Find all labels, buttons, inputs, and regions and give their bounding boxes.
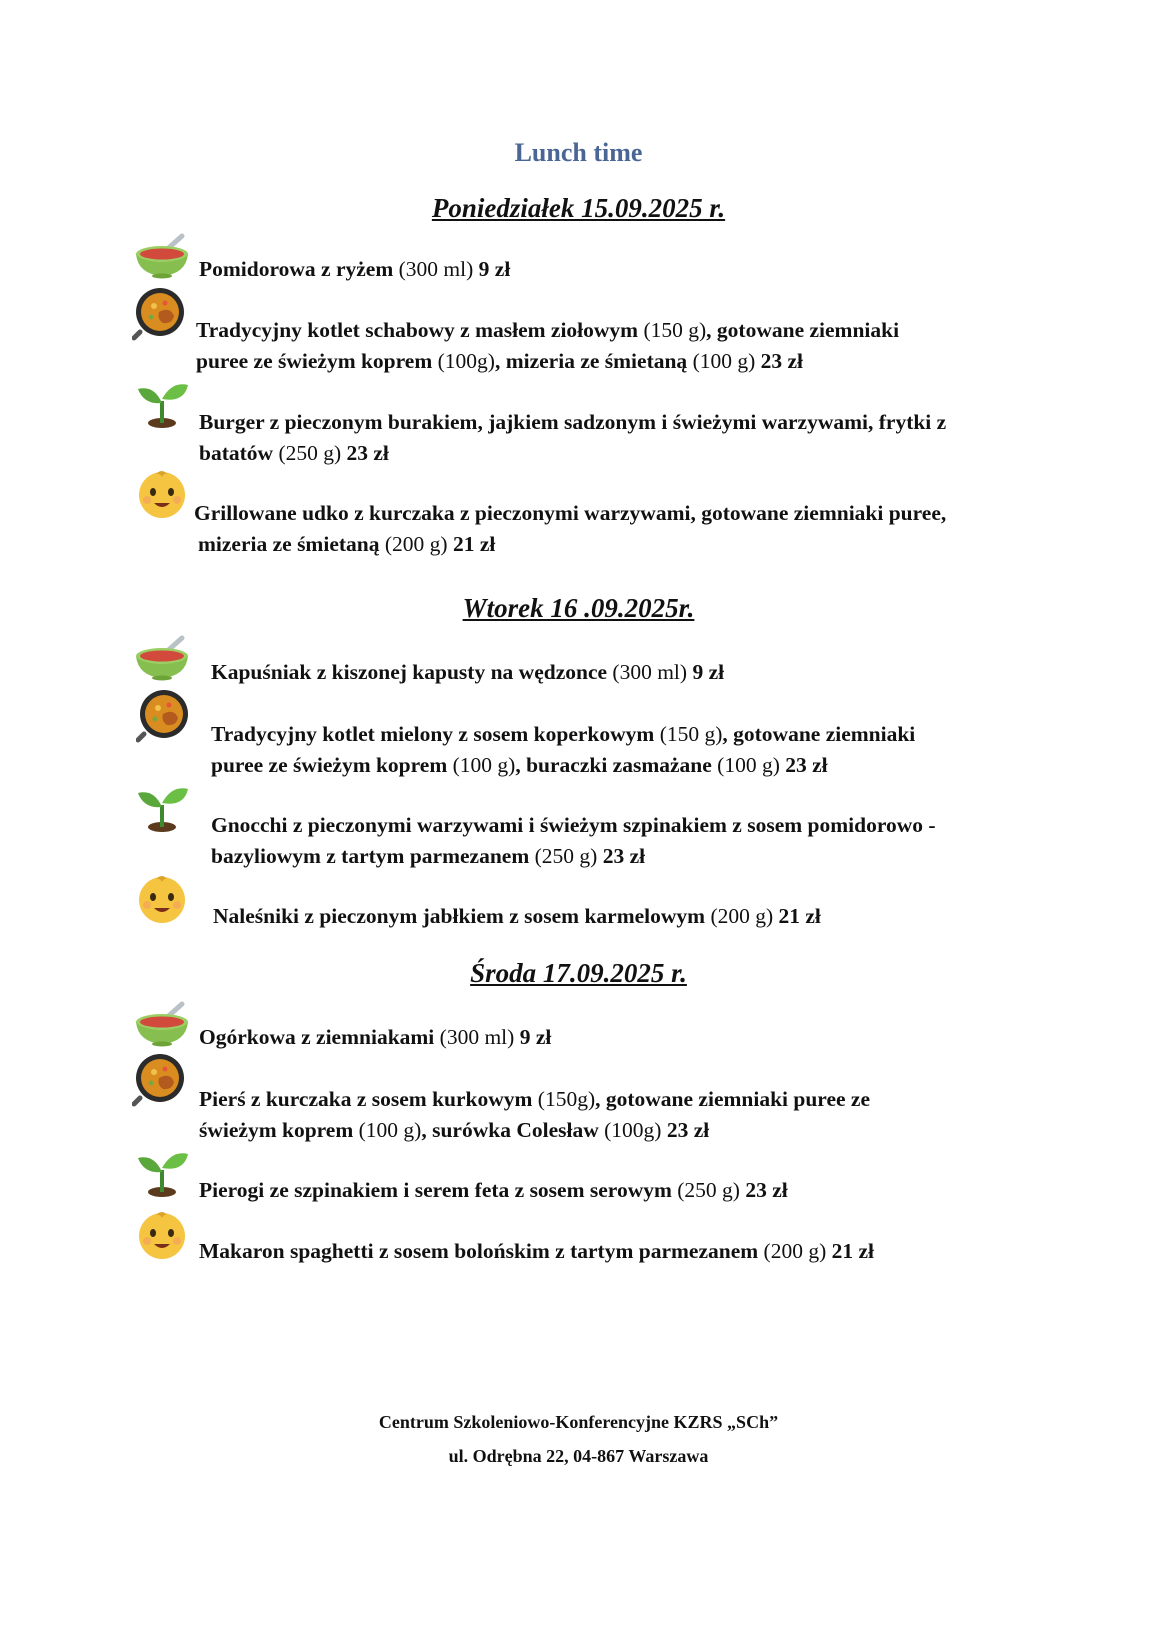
menu-item-line (199, 1175, 788, 1206)
menu-text-bold: 21 zł (778, 904, 821, 928)
day-heading-monday: Poniedziałek 15.09.2025 r. (431, 193, 726, 223)
menu-text-bold: , mizeria ze śmietaną (494, 349, 693, 373)
menu-item-line (211, 657, 724, 688)
menu-text-bold: 21 zł (452, 532, 496, 556)
menu-text-bold: , surówka Colesław (421, 1118, 605, 1142)
menu-item (199, 1236, 874, 1267)
menu-text-bold: , gotowane ziemniaki puree ze (595, 1087, 871, 1111)
menu-text-bold: 23 zł (346, 441, 389, 465)
menu-text-bold: Pomidorowa z ryżem (199, 257, 399, 281)
menu-text-portion: (100 g) (358, 1118, 422, 1142)
menu-text-bold: Naleśniki z pieczonym jabłkiem z sosem karmelowym (213, 904, 711, 928)
menu-item (194, 498, 946, 560)
seedling-icon (134, 375, 190, 431)
menu-text-portion: (300 ml) (439, 1025, 520, 1049)
menu-text-bold: Kapuśniak z kiszonej kapusty na wędzonce (211, 660, 613, 684)
menu-text-portion: (150g) (537, 1087, 596, 1111)
menu-text-bold: batatów (199, 441, 279, 465)
menu-item (211, 810, 936, 872)
menu-item-line (211, 810, 936, 841)
menu-item (199, 1084, 870, 1146)
menu-text-bold: Tradycyjny kotlet mielony z sosem koperkowym (211, 722, 660, 746)
menu-item-line (196, 346, 899, 377)
menu-text-portion: (250 g) (534, 844, 603, 868)
menu-text-bold: 23 zł (785, 753, 828, 777)
menu-item-line (194, 529, 946, 560)
menu-item (213, 901, 821, 932)
menu-item-line (213, 901, 821, 932)
menu-item (199, 254, 510, 285)
menu-text-bold: 9 zł (478, 257, 511, 281)
footer-address: ul. Odrębna 22, 04-867 Warszawa (448, 1446, 709, 1466)
menu-text-bold: Pierogi ze szpinakiem i serem feta z sosem serowym (199, 1178, 678, 1202)
menu-text-portion: (100 g) (717, 753, 786, 777)
menu-text-bold: Gnocchi z pieczonymi warzywami i świeżym szpinakiem z sosem pomidorowo - (211, 813, 936, 837)
menu-item-line (211, 841, 936, 872)
menu-item-line (199, 407, 946, 438)
menu-item (199, 407, 946, 469)
menu-text-bold: Grillowane udko z kurczaka z pieczonymi warzywami, gotowane ziemniaki puree, (194, 501, 947, 525)
menu-item (211, 657, 724, 688)
menu-text-portion: (100g) (604, 1118, 667, 1142)
soup-icon (134, 998, 190, 1054)
menu-text-bold: 23 zł (602, 844, 646, 868)
menu-text-bold: Burger z pieczonym burakiem, jajkiem sadzonym i świeżymi warzywami, frytki z (199, 410, 947, 434)
menu-item-line (196, 315, 899, 346)
seedling-icon (134, 779, 190, 835)
menu-item-line (199, 1236, 874, 1267)
menu-item-line (199, 1115, 870, 1146)
menu-text-bold: Ogórkowa z ziemniakami (199, 1025, 440, 1049)
menu-item-line (211, 719, 915, 750)
menu-text-bold: bazyliowym z tartym parmezanem (211, 844, 535, 868)
menu-text-portion: (100 g) (692, 349, 761, 373)
pan-dish-icon (132, 1052, 188, 1108)
menu-text-portion: (100g) (437, 349, 495, 373)
footer-organization: Centrum Szkoleniowo-Konferencyjne KZRS „SCh” (378, 1412, 779, 1432)
menu-text-bold: , gotowane ziemniaki (706, 318, 900, 342)
menu-text-bold: puree ze świeżym koprem (211, 753, 453, 777)
menu-text-bold: świeżym koprem (199, 1118, 359, 1142)
menu-item-line (199, 438, 946, 469)
menu-text-portion: (150 g) (659, 722, 723, 746)
pan-dish-icon (132, 286, 188, 342)
menu-item (211, 719, 915, 781)
baby-face-icon (134, 1206, 190, 1262)
menu-item-line (211, 750, 915, 781)
menu-text-bold: 9 zł (692, 660, 725, 684)
menu-text-bold: 21 zł (831, 1239, 875, 1263)
menu-text-portion: (300 ml) (398, 257, 479, 281)
menu-text-bold: 23 zł (760, 349, 804, 373)
pan-dish-icon (136, 688, 192, 744)
soup-icon (134, 230, 190, 286)
menu-item-line (199, 1022, 551, 1053)
menu-text-portion: (200 g) (763, 1239, 832, 1263)
menu-text-bold: , buraczki zasmażane (515, 753, 718, 777)
menu-text-bold: , gotowane ziemniaki (722, 722, 916, 746)
menu-text-bold: Tradycyjny kotlet schabowy z masłem ziołowym (196, 318, 644, 342)
day-heading-tuesday: Wtorek 16 .09.2025r. (462, 593, 695, 623)
menu-item (199, 1175, 788, 1206)
baby-face-icon (134, 870, 190, 926)
menu-text-portion: (100 g) (452, 753, 516, 777)
day-heading-wednesday: Środa 17.09.2025 r. (470, 958, 687, 988)
menu-item-line (199, 1084, 870, 1115)
menu-text-bold: Makaron spaghetti z sosem bolońskim z tartym parmezanem (199, 1239, 764, 1263)
seedling-icon (134, 1144, 190, 1200)
menu-item-line (194, 498, 946, 529)
menu-text-bold: 23 zł (745, 1178, 788, 1202)
menu-text-bold: 23 zł (666, 1118, 710, 1142)
menu-text-portion: (250 g) (278, 441, 347, 465)
menu-text-portion: (300 ml) (612, 660, 693, 684)
menu-text-portion: (200 g) (384, 532, 453, 556)
soup-icon (134, 632, 190, 688)
menu-text-portion: (250 g) (677, 1178, 746, 1202)
menu-item (199, 1022, 551, 1053)
page-title: Lunch time (514, 138, 643, 167)
menu-text-bold: puree ze świeżym koprem (196, 349, 438, 373)
menu-text-bold: Pierś z kurczaka z sosem kurkowym (199, 1087, 538, 1111)
menu-text-bold: mizeria ze śmietaną (198, 532, 385, 556)
menu-text-portion: (200 g) (710, 904, 779, 928)
baby-face-icon (134, 465, 190, 521)
menu-text-bold: 9 zł (519, 1025, 552, 1049)
menu-item (196, 315, 899, 377)
menu-text-portion: (150 g) (643, 318, 707, 342)
menu-item-line (199, 254, 510, 285)
